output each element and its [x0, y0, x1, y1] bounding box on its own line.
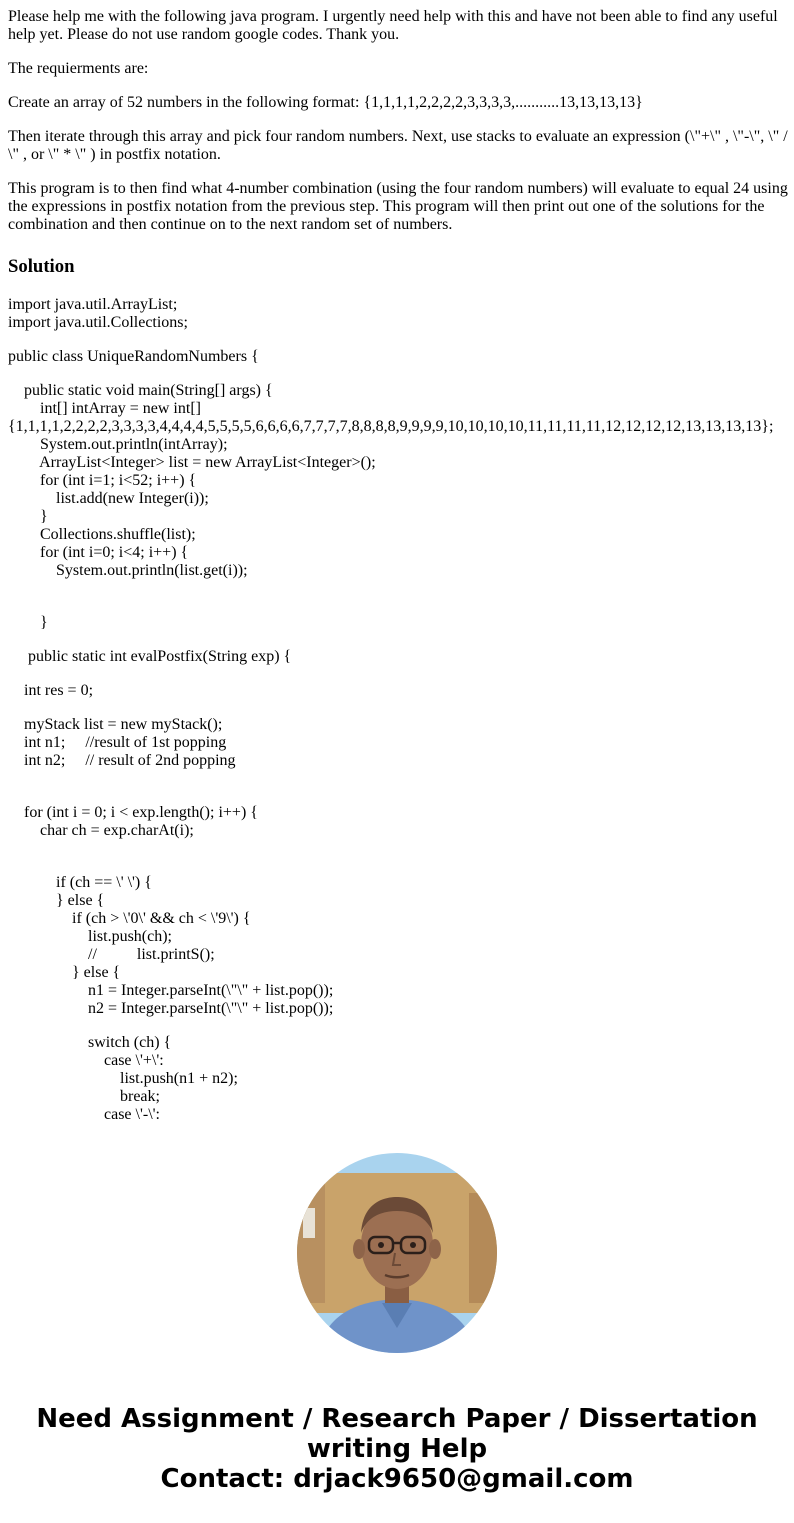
code-line: n2 = Integer.parseInt(\"\" + list.pop());: [8, 1000, 334, 1017]
question-paragraph: Please help me with the following java program. I urgently need help with this and have not been able to find any useful help yet. Please do not use random google codes. Thank you.: [8, 8, 778, 43]
code-line: if (ch == \' \') {: [8, 874, 152, 891]
code-line: ArrayList<Integer> list = new ArrayList<Integer>();: [8, 454, 376, 471]
code-line: System.out.println(intArray);: [8, 436, 228, 453]
question-paragraph: Then iterate through this array and pick four random numbers. Next, use stacks to evaluate an expression (\"+\" , \"-\", \" / \" , or \" * \" ) in postfix notation.: [8, 128, 788, 163]
help-banner: [0, 1404, 794, 1494]
code-line: case \'-\':: [8, 1106, 160, 1123]
code-line: int n2; // result of 2nd popping: [8, 752, 236, 769]
code-line: } else {: [8, 964, 121, 981]
code-line: public class UniqueRandomNumbers {: [8, 348, 259, 365]
solution-heading: Solution: [8, 256, 75, 277]
question-content: [8, 8, 788, 1124]
code-line: if (ch > \'0\' && ch < \'9\') {: [8, 910, 251, 927]
solution-code: [8, 296, 788, 1124]
code-line: Collections.shuffle(list);: [8, 526, 196, 543]
code-line: public static void main(String[] args) {: [8, 382, 273, 399]
author-avatar: [297, 1153, 497, 1353]
code-line: switch (ch) {: [8, 1034, 172, 1051]
code-line: myStack list = new myStack();: [8, 716, 223, 733]
code-line: } else {: [8, 892, 105, 909]
code-line: int n1; //result of 1st popping: [8, 734, 227, 751]
code-line: list.push(n1 + n2);: [8, 1070, 238, 1087]
code-line: public static int evalPostfix(String exp) {: [8, 648, 292, 665]
banner-line: writing Help: [306, 1434, 488, 1464]
code-line: case \'+\':: [8, 1052, 164, 1069]
code-line: list.add(new Integer(i));: [8, 490, 209, 507]
code-line: char ch = exp.charAt(i);: [8, 822, 194, 839]
code-line: for (int i=0; i<4; i++) {: [8, 544, 189, 561]
code-line: }: [8, 614, 48, 631]
code-line: {1,1,1,1,2,2,2,2,3,3,3,3,4,4,4,4,5,5,5,5,6,6,6,6,7,7,7,7,8,8,8,8,9,9,9,9,10,10,10,10,11,11,11,11,12,12,12,12,13,13,13,13};: [8, 418, 774, 435]
code-line: int[] intArray = new int[]: [8, 400, 201, 417]
code-line: for (int i = 0; i < exp.length(); i++) {: [8, 804, 258, 821]
code-line: int res = 0;: [8, 682, 94, 699]
code-line: for (int i=1; i<52; i++) {: [8, 472, 197, 489]
code-line: n1 = Integer.parseInt(\"\" + list.pop());: [8, 982, 334, 999]
code-line: }: [8, 508, 48, 525]
contact-email: Contact: drjack9650@gmail.com: [160, 1464, 634, 1494]
question-paragraph: The requierments are:: [8, 60, 149, 77]
code-line: import java.util.Collections;: [8, 314, 188, 331]
code-line: import java.util.ArrayList;: [8, 296, 178, 313]
question-paragraph: Create an array of 52 numbers in the following format: {1,1,1,1,2,2,2,2,3,3,3,3,...........13,13,13,13}: [8, 94, 643, 111]
banner-line: Need Assignment / Research Paper / Dissertation: [36, 1404, 758, 1434]
question-paragraph: This program is to then find what 4-number combination (using the four random numbers) will evaluate to equal 24 using the expressions in postfix notation from the previous step. This program will then print out one of the solutions for the combination and then continue on to the next random set of numbers.: [8, 180, 788, 233]
code-line: break;: [8, 1088, 160, 1105]
code-line: // list.printS();: [8, 946, 215, 963]
author-portrait-image: [297, 1153, 497, 1353]
code-line: System.out.println(list.get(i));: [8, 562, 248, 579]
code-line: list.push(ch);: [8, 928, 172, 945]
